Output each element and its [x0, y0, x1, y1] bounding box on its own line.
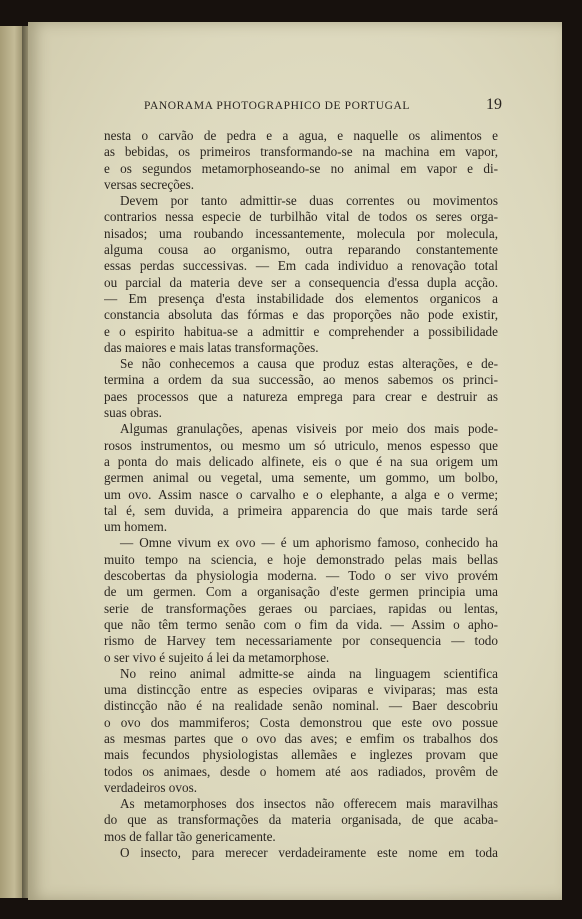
text-line: serie de transformações geraes ou parciaes, rapidas ou lentas,	[104, 600, 498, 616]
text-line: um homem.	[104, 519, 168, 535]
page-header	[144, 96, 502, 118]
text-line: das maiores e mais latas transformações.	[104, 339, 319, 355]
text-line: nisados; uma roubando incessantemente, molecula por molecula,	[104, 225, 498, 241]
text-line: mais fecundos physiologistas allemães e inglezes provam que	[104, 747, 498, 763]
text-line: muito tempo na sciencia, e hoje demonstrado pelas mais bellas	[104, 551, 498, 567]
text-line: ou parcial da materia deve ser a consequencia d'essa dupla acção.	[104, 274, 498, 290]
text-line: Algumas granulações, apenas visiveis por meio dos mais pode-	[120, 421, 498, 437]
text-line: rosos instrumentos, ou mesmo um só utriculo, menos espesso que	[104, 437, 498, 453]
text-line: No reino animal admitte-se ainda na linguagem scientifica	[120, 665, 498, 681]
text-line: termina a ordem da sua successão, ao menos sabemos os princi-	[104, 372, 498, 388]
text-line: o ser vivo é sujeito á lei da metamorphose.	[104, 649, 330, 665]
text-line: um ovo. Assim nasce o carvalho e o elephante, a alga e o verme;	[104, 486, 498, 502]
text-line: — Omne vivum ex ovo — é um aphorismo famoso, conhecido ha	[120, 535, 498, 551]
text-line: contrarios nessa especie de turbilhão vital de todos os seres orga-	[104, 209, 498, 225]
text-line: de um germen. Com a organisação d'este germen principia uma	[104, 584, 498, 600]
text-line: do que as transformações da materia organisada, de que acaba-	[104, 812, 498, 828]
text-line: o ovo dos mammiferos; Costa demonstrou que este ovo possue	[104, 714, 498, 730]
text-line: mos de fallar tão genericamente.	[104, 828, 276, 844]
text-line: — Em presença d'esta instabilidade dos elementos organicos a	[104, 290, 498, 306]
page-number: 19	[486, 96, 502, 113]
text-line: Devem por tanto admittir-se duas correntes ou movimentos	[120, 193, 498, 209]
text-line: que não têm termo senão com o fim da vida. — Assim o apho-	[104, 616, 498, 632]
text-line: e o espirito habitua-se a admittir e comprehender a possibilidade	[104, 323, 498, 339]
text-line: descobertas da physiologia moderna. — Todo o ser vivo provém	[104, 568, 498, 584]
text-line: O insecto, para merecer verdadeiramente este nome em toda	[120, 845, 498, 861]
text-line: as mesmas partes que o ovo das aves; e emfim os trabalhos dos	[104, 730, 498, 746]
text-line: uma distincção entre as especies oviparas e viviparas; mas esta	[104, 682, 498, 698]
text-line: a ponta do mais delicado alfinete, eis o que é na sua origem um	[104, 453, 498, 469]
text-line: tal é, sem duvida, a primeira apparencia do que mais tarde será	[104, 502, 498, 518]
text-line: versas secreções.	[104, 176, 195, 192]
text-line: paes processos que a natureza emprega para crear e destruir as	[104, 388, 498, 404]
text-line: as bebidas, os primeiros transformando-se na machina em vapor,	[104, 144, 498, 160]
text-line: essas perdas successivas. — Em cada individuo a renovação total	[104, 258, 498, 274]
body-text	[104, 128, 498, 861]
text-line: e os segundos metamorphoseando-se no animal em vapor e di-	[104, 160, 498, 176]
text-line: rismo de Harvey tem necessariamente por consequencia — todo	[104, 633, 498, 649]
running-head: PANORAMA PHOTOGRAPHICO DE PORTUGAL	[144, 100, 411, 112]
text-line: germen animal ou vegetal, uma semente, um gommo, um bolbo,	[104, 470, 498, 486]
text-line: alguma cousa ao organismo, outra reparando constantemente	[104, 242, 498, 258]
text-line: verdadeiros ovos.	[104, 779, 198, 795]
text-line: As metamorphoses dos insectos não offerecem mais maravilhas	[120, 796, 498, 812]
text-line: nesta o carvão de pedra e a agua, e naquelle os alimentos e	[104, 128, 498, 143]
text-line: todos os animaes, desde o homem até aos radiados, provêm de	[104, 763, 498, 779]
text-line: distincção não é na realidade senão nominal. — Baer descobriu	[104, 698, 498, 714]
text-line: suas obras.	[104, 405, 162, 421]
text-line: constancia absoluta das fórmas e das proporções não pode existir,	[104, 307, 498, 323]
text-line: Se não conhecemos a causa que produz estas alterações, e de-	[120, 356, 498, 372]
